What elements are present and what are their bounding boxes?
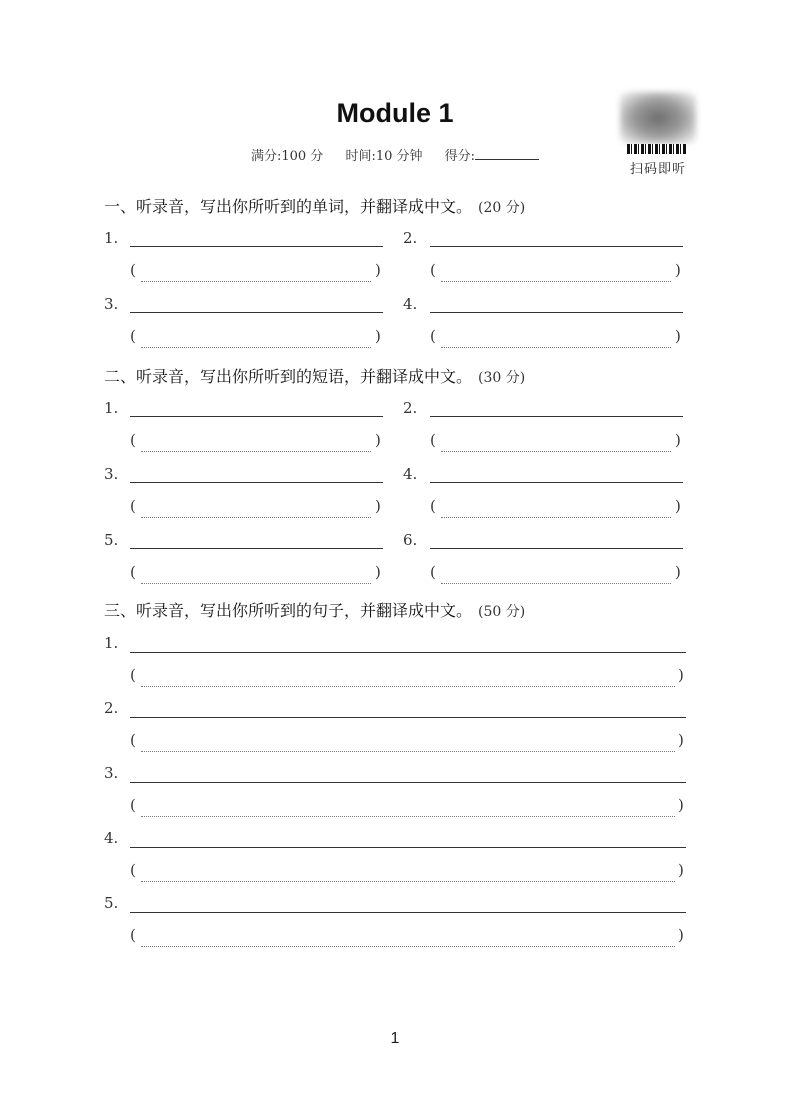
section-1-points: (20 分) [478, 200, 526, 216]
item-number: 5. [104, 531, 119, 549]
qr-code-strip [627, 144, 687, 154]
section-3-title: 三、听录音，写出你所听到的句子，并翻译成中文。 [104, 601, 473, 620]
answer-line[interactable] [430, 548, 683, 549]
open-paren: ( [130, 731, 136, 749]
translation-line[interactable] [141, 451, 371, 452]
open-paren: ( [430, 261, 436, 279]
close-paren: ) [678, 731, 684, 749]
translation-line[interactable] [441, 517, 671, 518]
answer-line[interactable] [130, 782, 686, 783]
qr-code-image [620, 92, 696, 144]
section-1-heading [104, 194, 525, 217]
qr-label: 扫码即听 [629, 162, 686, 177]
open-paren: ( [430, 563, 436, 581]
answer-line[interactable] [430, 246, 683, 247]
item-number: 1. [104, 634, 119, 652]
answer-line[interactable] [130, 717, 686, 718]
open-paren: ( [130, 666, 136, 684]
close-paren: ) [678, 666, 684, 684]
close-paren: ) [375, 563, 381, 581]
answer-line[interactable] [130, 246, 383, 247]
open-paren: ( [430, 497, 436, 515]
answer-line[interactable] [130, 482, 383, 483]
answer-line[interactable] [130, 312, 383, 313]
translation-line[interactable] [141, 583, 371, 584]
close-paren: ) [678, 861, 684, 879]
close-paren: ) [678, 926, 684, 944]
translation-line[interactable] [141, 751, 675, 752]
open-paren: ( [130, 563, 136, 581]
section-3-points: (50 分) [478, 604, 526, 620]
translation-line[interactable] [441, 583, 671, 584]
open-paren: ( [430, 431, 436, 449]
answer-line[interactable] [130, 652, 686, 653]
answer-line[interactable] [130, 416, 383, 417]
open-paren: ( [130, 796, 136, 814]
answer-line[interactable] [130, 847, 686, 848]
answer-line[interactable] [430, 312, 683, 313]
item-number: 2. [104, 699, 119, 717]
open-paren: ( [130, 431, 136, 449]
open-paren: ( [130, 261, 136, 279]
section-3-heading [104, 598, 525, 621]
item-number: 5. [104, 894, 119, 912]
item-number: 2. [403, 229, 418, 247]
answer-line[interactable] [430, 482, 683, 483]
section-2-points: (30 分) [478, 370, 526, 386]
score-label: 得分: [444, 149, 476, 164]
item-number: 1. [104, 399, 119, 417]
open-paren: ( [130, 497, 136, 515]
answer-line[interactable] [130, 548, 383, 549]
translation-line[interactable] [141, 281, 371, 282]
translation-line[interactable] [441, 451, 671, 452]
full-score: 满分:100 分 [250, 149, 324, 164]
close-paren: ) [678, 796, 684, 814]
item-number: 3. [104, 465, 119, 483]
translation-line[interactable] [141, 946, 675, 947]
item-number: 3. [104, 764, 119, 782]
translation-line[interactable] [141, 517, 371, 518]
close-paren: ) [375, 497, 381, 515]
answer-line[interactable] [430, 416, 683, 417]
translation-line[interactable] [141, 881, 675, 882]
translation-line[interactable] [441, 281, 671, 282]
section-1-title: 一、听录音，写出你所听到的单词，并翻译成中文。 [104, 197, 473, 216]
close-paren: ) [675, 497, 681, 515]
translation-line[interactable] [141, 686, 675, 687]
item-number: 4. [104, 829, 119, 847]
open-paren: ( [430, 327, 436, 345]
close-paren: ) [675, 431, 681, 449]
item-number: 4. [403, 465, 418, 483]
page-number: 1 [390, 1030, 400, 1047]
close-paren: ) [675, 261, 681, 279]
translation-line[interactable] [141, 347, 371, 348]
translation-line[interactable] [441, 347, 671, 348]
answer-line[interactable] [130, 912, 686, 913]
time-limit: 时间:10 分钟 [345, 149, 423, 164]
section-2-title: 二、听录音，写出你所听到的短语，并翻译成中文。 [104, 367, 473, 386]
item-number: 3. [104, 295, 119, 313]
close-paren: ) [375, 327, 381, 345]
item-number: 2. [403, 399, 418, 417]
close-paren: ) [375, 261, 381, 279]
open-paren: ( [130, 861, 136, 879]
score-field [445, 149, 539, 164]
item-number: 4. [403, 295, 418, 313]
close-paren: ) [675, 563, 681, 581]
translation-line[interactable] [141, 816, 675, 817]
page-title: Module 1 [336, 98, 454, 128]
close-paren: ) [375, 431, 381, 449]
open-paren: ( [130, 327, 136, 345]
item-number: 6. [403, 531, 418, 549]
item-number: 1. [104, 229, 119, 247]
section-2-heading [104, 364, 525, 387]
close-paren: ) [675, 327, 681, 345]
open-paren: ( [130, 926, 136, 944]
score-blank[interactable] [475, 149, 539, 160]
